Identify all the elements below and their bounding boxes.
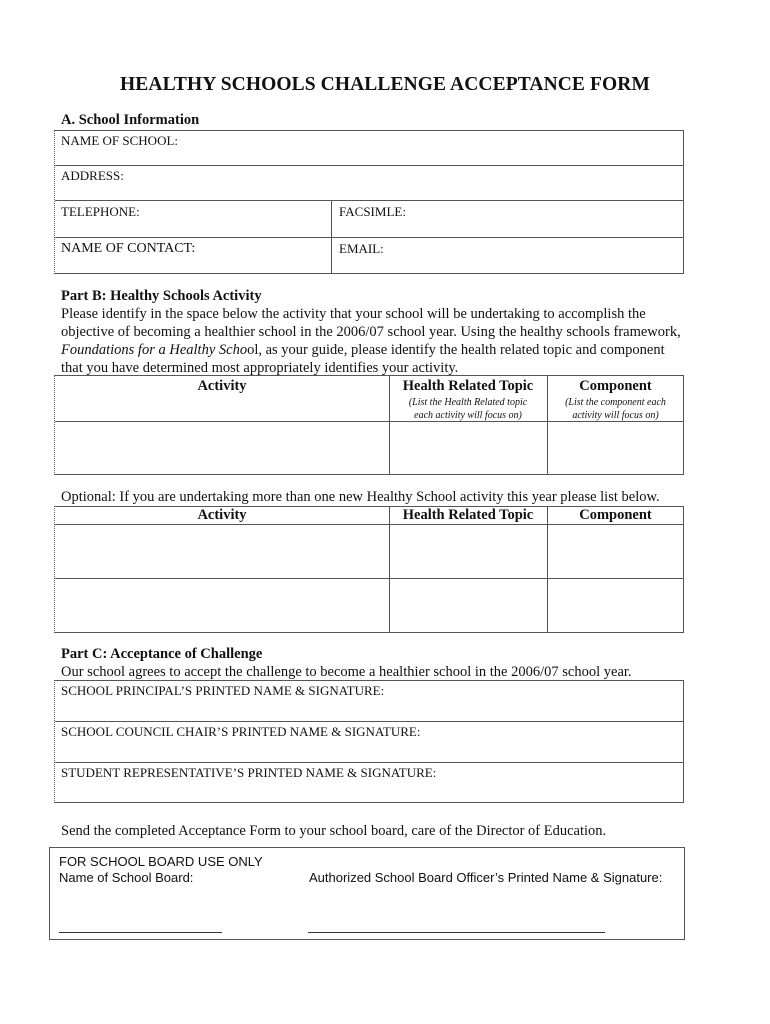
- contact-label: NAME OF CONTACT:: [61, 241, 196, 256]
- col-topic: Health Related Topic: [402, 378, 534, 394]
- activity-table: [54, 375, 684, 475]
- board-name-line[interactable]: [59, 932, 222, 933]
- email-label: EMAIL:: [339, 241, 384, 256]
- school-info-table: [54, 130, 684, 274]
- optional-col-topic: Health Related Topic: [402, 507, 534, 523]
- section-b-heading: Part B: Healthy Schools Activity: [61, 288, 262, 304]
- send-instructions: Send the completed Acceptance Form to your school board, care of the Director of Education.: [61, 823, 607, 839]
- topic-note: (List the Health Related topic each activity will focus on): [408, 397, 528, 421]
- activity-field[interactable]: [57, 423, 387, 473]
- student-rep-signature-field[interactable]: [470, 765, 675, 799]
- address-label: ADDRESS:: [61, 168, 124, 183]
- council-chair-signature-field[interactable]: [450, 724, 675, 758]
- telephone-label: TELEPHONE:: [61, 204, 140, 219]
- section-c-heading: Part C: Acceptance of Challenge: [61, 646, 263, 662]
- section-a-heading: A. School Information: [61, 112, 200, 128]
- contact-field[interactable]: [215, 241, 325, 269]
- optional-topic-field-1[interactable]: [391, 526, 545, 576]
- facsimile-field[interactable]: [415, 204, 675, 232]
- signature-table: [54, 680, 684, 803]
- student-rep-label: STUDENT REPRESENTATIVE’S PRINTED NAME & SIGNATURE:: [61, 765, 437, 780]
- name-of-school-field[interactable]: [205, 133, 675, 161]
- telephone-field[interactable]: [155, 204, 325, 232]
- optional-component-field-1[interactable]: [549, 526, 682, 576]
- optional-component-field-2[interactable]: [549, 580, 682, 631]
- col-activity: Activity: [197, 378, 247, 394]
- form-title: HEALTHY SCHOOLS CHALLENGE ACCEPTANCE FORM: [120, 74, 650, 95]
- board-use-heading: FOR SCHOOL BOARD USE ONLY: [59, 854, 263, 869]
- board-use-box: [49, 847, 685, 940]
- component-note: (List the component each activity will focus on): [565, 397, 666, 421]
- council-chair-label: SCHOOL COUNCIL CHAIR’S PRINTED NAME & SIGNATURE:: [61, 724, 421, 739]
- optional-note: Optional: If you are undertaking more than one new Healthy School activity this year please list below.: [61, 489, 660, 505]
- optional-activity-field-1[interactable]: [57, 526, 387, 576]
- facsimile-label: FACSIMLE:: [339, 204, 406, 219]
- section-b-intro: Please identify in the space below the activity that your school will be undertaking to accomplish the objective of becoming a healthier school in the 2006/07 school year. Using the healthy schools framework, Foundations for a Healthy School, as your guide, please identify the health related topic and component that you have determined most appropriately identifies your activity.: [61, 306, 681, 376]
- optional-activity-field-2[interactable]: [57, 580, 387, 631]
- topic-field[interactable]: [391, 423, 545, 473]
- email-field[interactable]: [395, 241, 675, 269]
- address-field[interactable]: [145, 168, 675, 196]
- officer-label: Authorized School Board Officer’s Printed Name & Signature:: [309, 870, 663, 885]
- optional-topic-field-2[interactable]: [391, 580, 545, 631]
- board-name-label: Name of School Board:: [59, 870, 194, 885]
- name-of-school-label: NAME OF SCHOOL:: [61, 133, 179, 148]
- section-c-intro: Our school agrees to accept the challenge to become a healthier school in the 2006/07 school year.: [61, 664, 632, 680]
- officer-signature-line[interactable]: [308, 932, 605, 933]
- optional-activity-table: [54, 506, 684, 633]
- optional-col-component: Component: [579, 507, 652, 523]
- col-component: Component: [579, 378, 652, 394]
- component-field[interactable]: [549, 423, 682, 473]
- optional-col-activity: Activity: [197, 507, 247, 523]
- principal-signature-field[interactable]: [415, 683, 675, 717]
- principal-label: SCHOOL PRINCIPAL’S PRINTED NAME & SIGNATURE:: [61, 683, 385, 698]
